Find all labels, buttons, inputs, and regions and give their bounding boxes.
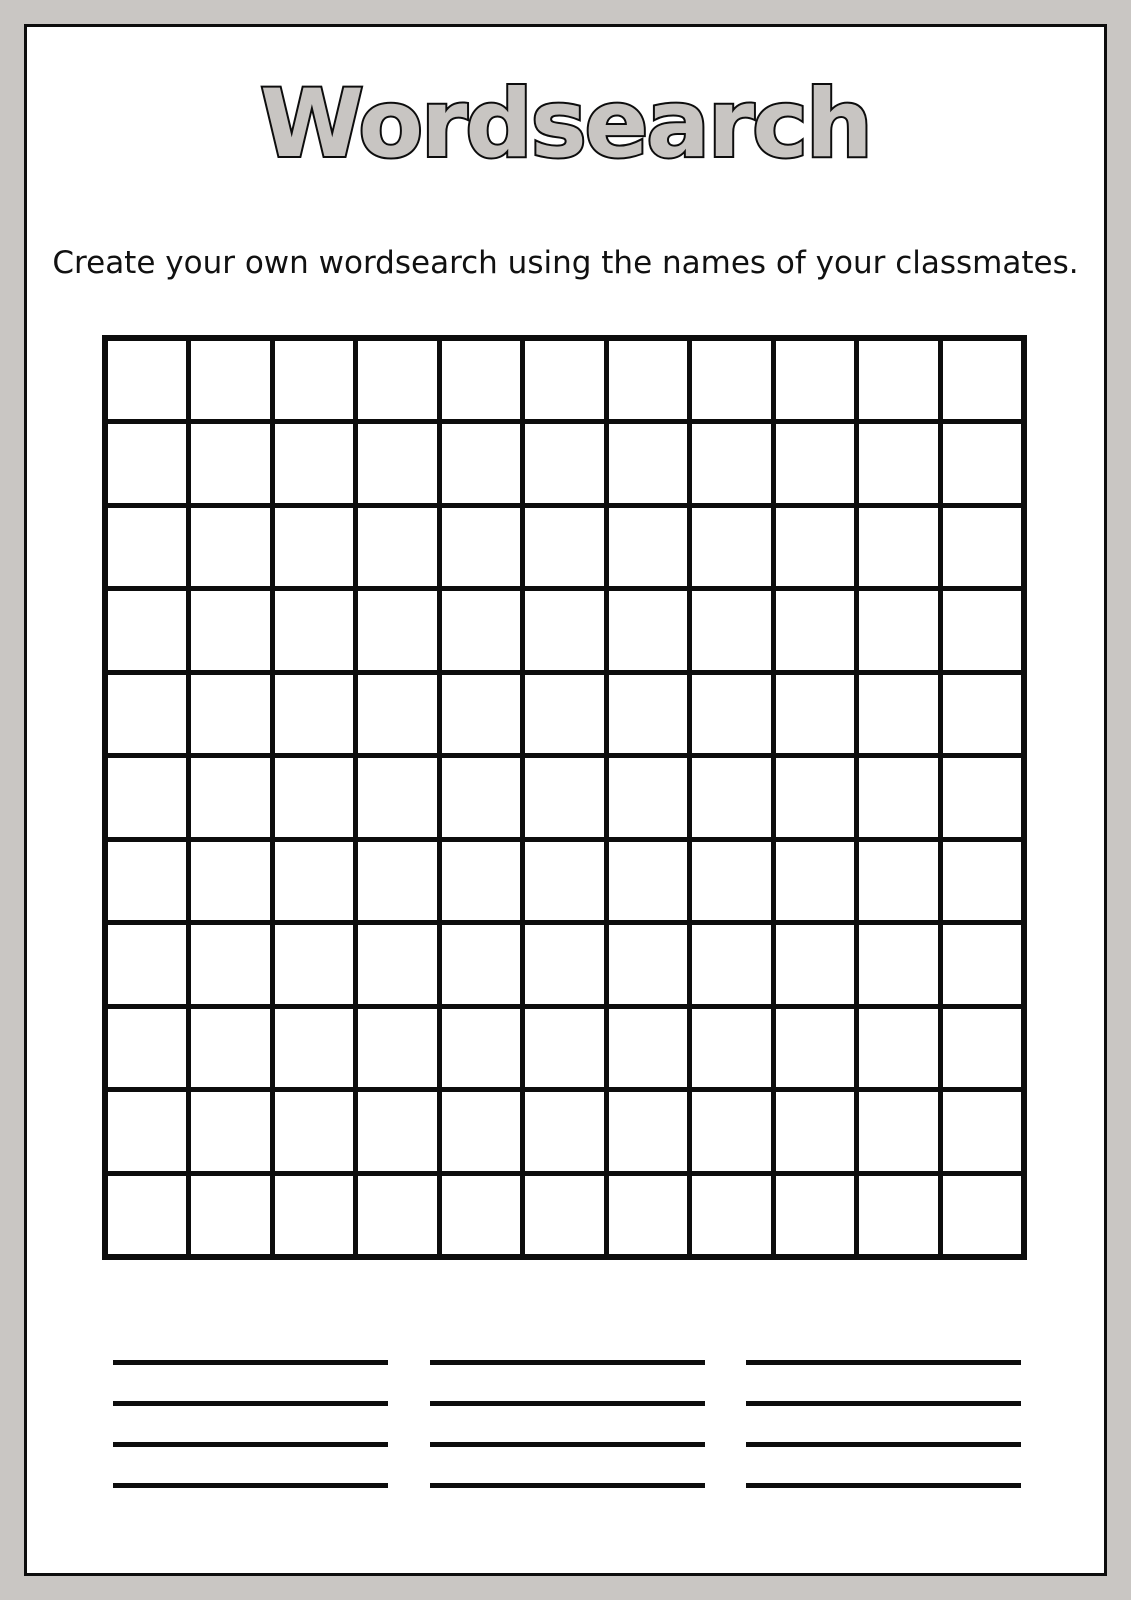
grid-cell (692, 1009, 770, 1087)
grid-cell (692, 1092, 770, 1170)
grid-cell (525, 758, 603, 836)
grid-cell (776, 925, 854, 1003)
grid-cell (108, 758, 186, 836)
grid-cell (609, 1176, 687, 1254)
grid-cell (191, 1092, 269, 1170)
grid-cell (442, 1176, 520, 1254)
grid-cell (859, 675, 937, 753)
answer-line (430, 1401, 705, 1406)
grid-cell (609, 758, 687, 836)
grid-cell (108, 1176, 186, 1254)
grid-cell (859, 508, 937, 586)
grid-cell (108, 508, 186, 586)
grid-cell (442, 591, 520, 669)
grid-cell (358, 424, 436, 502)
grid-cell (108, 424, 186, 502)
grid-cell (859, 341, 937, 419)
grid-cell (609, 591, 687, 669)
grid-cell (943, 758, 1021, 836)
grid-cell (943, 1009, 1021, 1087)
grid-cell (191, 758, 269, 836)
grid-cell (859, 424, 937, 502)
answer-line-column (113, 1360, 388, 1488)
grid-cell (776, 1176, 854, 1254)
answer-line-column (430, 1360, 705, 1488)
grid-cell (358, 925, 436, 1003)
grid-cell (943, 925, 1021, 1003)
grid-cell (525, 424, 603, 502)
grid-cell (275, 1009, 353, 1087)
grid-cell (275, 1092, 353, 1170)
answer-line-column (746, 1360, 1021, 1488)
grid-cell (943, 675, 1021, 753)
grid-cell (776, 758, 854, 836)
grid-cell (275, 758, 353, 836)
grid-cell (275, 925, 353, 1003)
worksheet-page (24, 24, 1107, 1576)
grid-cell (275, 842, 353, 920)
grid-cell (191, 424, 269, 502)
grid-cell (609, 341, 687, 419)
grid-cell (108, 341, 186, 419)
grid-cell (275, 675, 353, 753)
grid-cell (442, 675, 520, 753)
grid-cell (776, 424, 854, 502)
grid-cell (776, 1009, 854, 1087)
grid-cell (275, 591, 353, 669)
grid-cell (108, 675, 186, 753)
grid-cell (358, 675, 436, 753)
grid-cell (859, 758, 937, 836)
answer-line (113, 1401, 388, 1406)
grid-cell (191, 341, 269, 419)
grid-cell (859, 842, 937, 920)
grid-cell (442, 1009, 520, 1087)
grid-cell (442, 424, 520, 502)
instruction-text: Create your own wordsearch using the names of your classmates. (52, 245, 1079, 281)
grid-cell (859, 591, 937, 669)
grid-cell (859, 1092, 937, 1170)
grid-cell (692, 925, 770, 1003)
grid-cell (191, 842, 269, 920)
grid-cell (692, 842, 770, 920)
grid-cell (442, 758, 520, 836)
grid-cell (275, 341, 353, 419)
grid-cell (943, 341, 1021, 419)
grid-cell (609, 424, 687, 502)
answer-line (430, 1442, 705, 1447)
grid-cell (692, 424, 770, 502)
grid-cell (692, 1176, 770, 1254)
grid-cell (776, 508, 854, 586)
answer-line (746, 1483, 1021, 1488)
answer-line (113, 1483, 388, 1488)
grid-cell (943, 591, 1021, 669)
page-title: Wordsearch (260, 70, 871, 179)
grid-cell (525, 675, 603, 753)
grid-cell (191, 675, 269, 753)
grid-cell (358, 591, 436, 669)
grid-cell (943, 508, 1021, 586)
grid-cell (609, 1009, 687, 1087)
grid-cell (275, 1176, 353, 1254)
grid-cell (776, 675, 854, 753)
grid-cell (943, 424, 1021, 502)
grid-cell (525, 1009, 603, 1087)
grid-cell (108, 1009, 186, 1087)
answer-line (746, 1442, 1021, 1447)
answer-line (430, 1483, 705, 1488)
grid-cell (525, 591, 603, 669)
grid-cell (943, 1176, 1021, 1254)
grid-cell (275, 424, 353, 502)
grid-cell (108, 1092, 186, 1170)
grid-cell (358, 1092, 436, 1170)
grid-cell (442, 1092, 520, 1170)
grid-cell (609, 1092, 687, 1170)
grid-cell (525, 341, 603, 419)
grid-cell (108, 925, 186, 1003)
grid-cell (776, 591, 854, 669)
grid-cell (442, 925, 520, 1003)
grid-cell (358, 508, 436, 586)
grid-cell (358, 1176, 436, 1254)
grid-cell (275, 508, 353, 586)
answer-line (746, 1401, 1021, 1406)
grid-cell (692, 758, 770, 836)
grid-cell (859, 1009, 937, 1087)
grid-cell (525, 508, 603, 586)
grid-cell (609, 925, 687, 1003)
grid-cell (358, 758, 436, 836)
answer-line (430, 1360, 705, 1365)
grid-cell (525, 925, 603, 1003)
answer-line (113, 1442, 388, 1447)
grid-cell (692, 675, 770, 753)
grid-cell (191, 591, 269, 669)
grid-cell (525, 1176, 603, 1254)
grid-cell (358, 842, 436, 920)
grid-cell (191, 1176, 269, 1254)
grid-cell (692, 591, 770, 669)
grid-cell (525, 1092, 603, 1170)
grid-cell (358, 1009, 436, 1087)
grid-cell (776, 341, 854, 419)
grid-cell (442, 508, 520, 586)
answer-lines-section (113, 1360, 1021, 1488)
grid-cell (191, 1009, 269, 1087)
grid-cell (859, 1176, 937, 1254)
grid-cell (943, 842, 1021, 920)
grid-cell (108, 842, 186, 920)
grid-cell (108, 591, 186, 669)
grid-cell (442, 842, 520, 920)
answer-line (746, 1360, 1021, 1365)
grid-cell (609, 675, 687, 753)
grid-cell (776, 1092, 854, 1170)
grid-cell (442, 341, 520, 419)
wordsearch-grid (102, 335, 1027, 1260)
answer-line (113, 1360, 388, 1365)
grid-cell (609, 842, 687, 920)
grid-cell (692, 508, 770, 586)
grid-cell (191, 925, 269, 1003)
grid-cell (525, 842, 603, 920)
grid-cell (776, 842, 854, 920)
grid-cell (191, 508, 269, 586)
grid-cell (859, 925, 937, 1003)
grid-cell (609, 508, 687, 586)
grid-cell (692, 341, 770, 419)
grid-cell (943, 1092, 1021, 1170)
grid-cell (358, 341, 436, 419)
